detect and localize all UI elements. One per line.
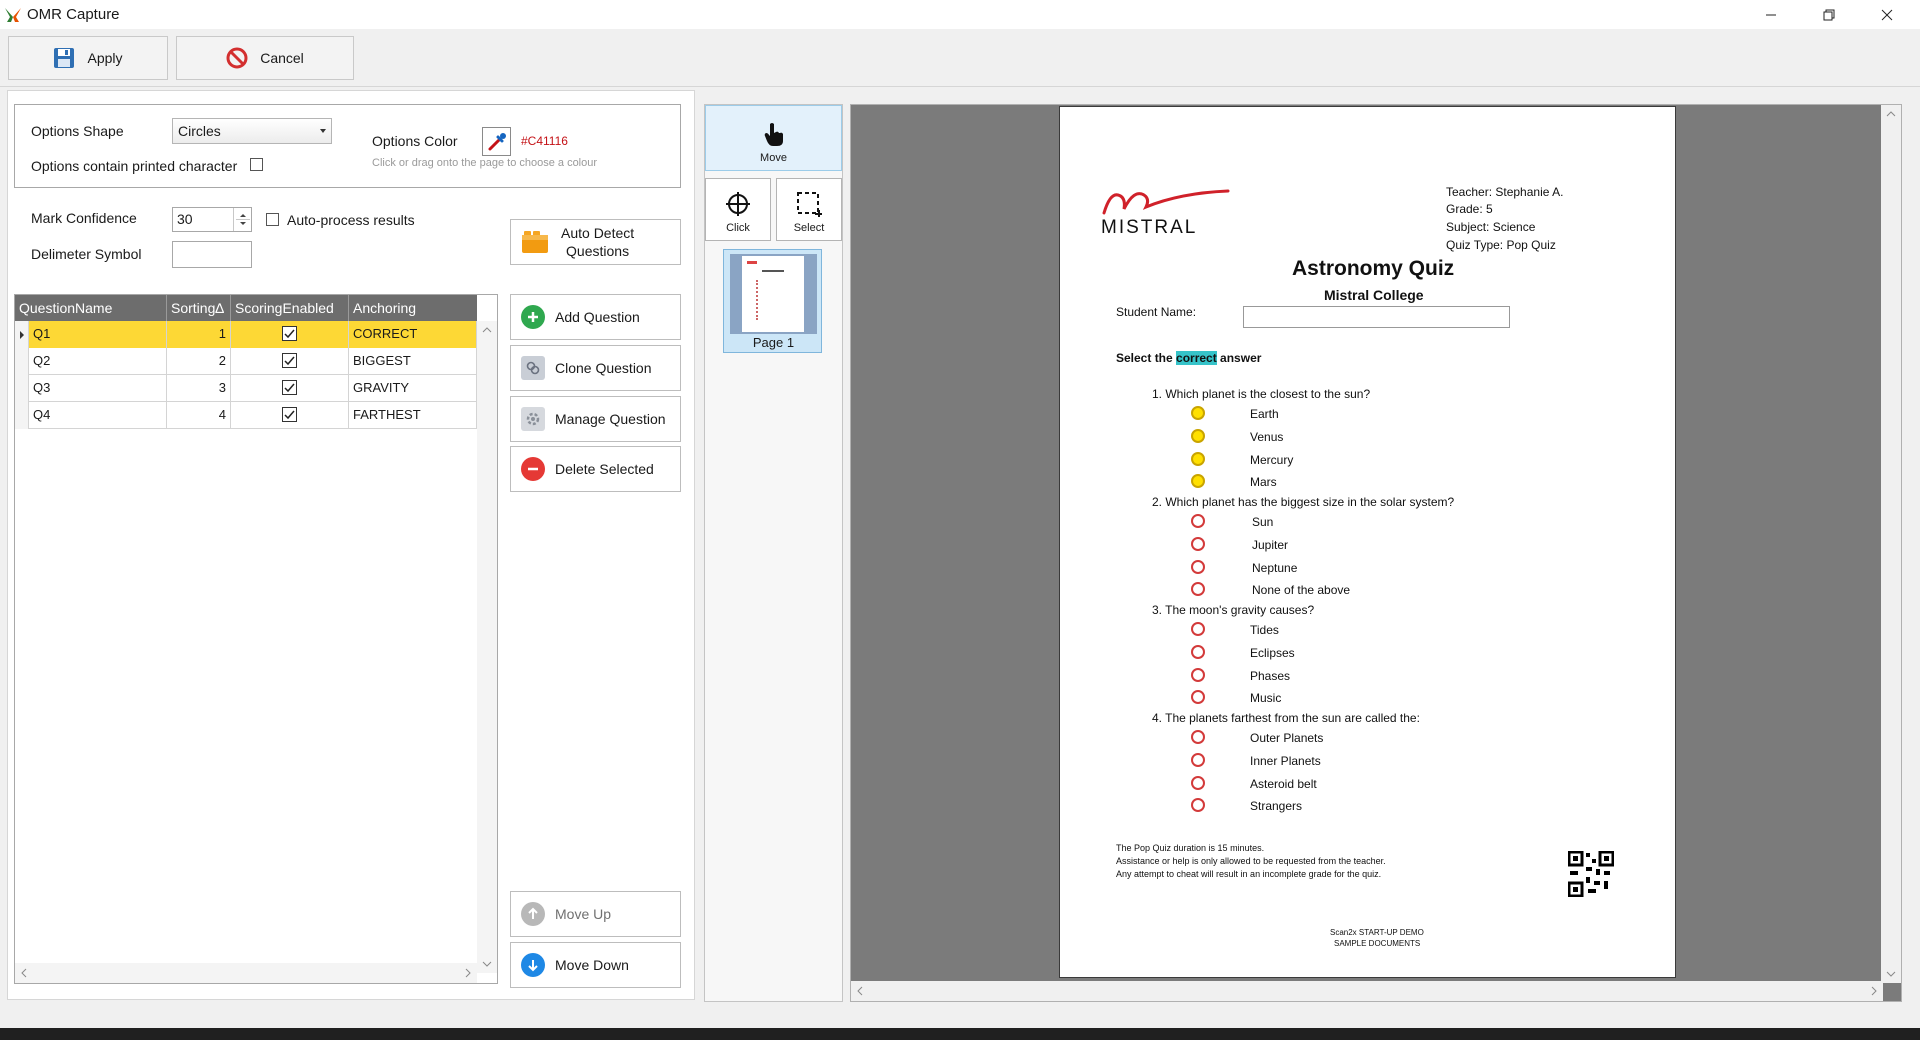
current-row-arrow-icon <box>19 330 25 340</box>
close-button[interactable] <box>1858 0 1916 29</box>
apply-button[interactable] <box>8 36 168 80</box>
cell-question-name: Q2 <box>29 348 167 375</box>
grid-header <box>15 295 477 321</box>
cell-scoring-enabled[interactable] <box>231 402 349 429</box>
window-title: OMR Capture <box>27 6 120 23</box>
toolbar-divider <box>0 86 1920 87</box>
option-bubble[interactable] <box>1191 730 1205 744</box>
save-icon <box>53 47 75 69</box>
option-text: Venus <box>1250 430 1284 444</box>
move-up-label: Move Up <box>555 906 612 922</box>
minimize-icon <box>1765 9 1777 21</box>
arrow-up-icon <box>521 902 545 926</box>
page-thumbnail-label: Page 1 <box>752 335 795 350</box>
table-row[interactable] <box>15 375 477 402</box>
clone-question-button[interactable] <box>510 345 681 391</box>
thumbnail-line <box>762 270 784 272</box>
column-header-anchoring[interactable]: Anchoring <box>353 300 417 316</box>
option-bubble[interactable] <box>1191 690 1205 704</box>
row-header <box>15 375 29 402</box>
move-tool-button[interactable] <box>705 105 842 171</box>
page-thumbnail[interactable] <box>723 249 822 353</box>
subject-text: Subject: Science <box>1446 220 1536 234</box>
grid-vertical-scrollbar[interactable] <box>477 321 497 973</box>
mark-confidence-label: Mark Confidence <box>31 210 137 226</box>
option-text: Neptune <box>1252 561 1298 575</box>
grid-horizontal-scrollbar[interactable] <box>15 963 477 983</box>
thumbnail-lines <box>756 280 786 320</box>
option-bubble[interactable] <box>1191 622 1205 636</box>
clone-icon <box>521 356 545 380</box>
row-header <box>15 321 29 348</box>
minimize-button[interactable] <box>1742 0 1800 29</box>
option-bubble[interactable] <box>1191 560 1205 574</box>
thumbnail-logo <box>747 261 757 264</box>
auto-detect-label-line1: Auto Detect <box>561 225 635 241</box>
click-tool-label: Click <box>726 222 750 234</box>
option-text: Mars <box>1250 475 1277 489</box>
viewer-horizontal-scrollbar[interactable] <box>851 981 1883 1001</box>
footer-line-2: Assistance or help is only allowed to be requested from the teacher. <box>1116 856 1386 866</box>
column-header-scoring-enabled[interactable]: ScoringEnabled <box>231 295 349 321</box>
chevron-left-icon <box>21 968 27 978</box>
app-logo-icon <box>4 6 22 24</box>
quiz-type-text: Quiz Type: Pop Quiz <box>1446 238 1556 252</box>
minus-circle-icon <box>521 457 545 481</box>
logo-text: MISTRAL <box>1101 217 1198 238</box>
option-bubble[interactable] <box>1191 474 1205 488</box>
student-name-label: Student Name: <box>1116 305 1197 319</box>
click-tool-button[interactable] <box>705 178 771 241</box>
option-bubble[interactable] <box>1191 582 1205 596</box>
chevron-left-icon <box>857 986 863 996</box>
cancel-label: Cancel <box>260 50 304 66</box>
mistral-logo-icon <box>1100 185 1232 217</box>
chevron-up-icon <box>482 327 492 333</box>
mark-confidence-value: 30 <box>177 211 193 227</box>
option-text: Earth <box>1250 407 1279 421</box>
color-picker-button[interactable] <box>482 127 511 156</box>
option-bubble[interactable] <box>1191 645 1205 659</box>
demo-line-1: Scan2x START-UP DEMO <box>1330 928 1424 937</box>
option-text: Eclipses <box>1250 646 1295 660</box>
add-question-label: Add Question <box>555 309 640 325</box>
move-down-label: Move Down <box>555 957 629 973</box>
auto-detect-label-line2: Questions <box>566 243 630 259</box>
options-shape-value: Circles <box>178 123 221 139</box>
row-header <box>15 348 29 375</box>
option-text: Jupiter <box>1252 538 1289 552</box>
delimiter-input[interactable] <box>172 241 252 268</box>
hand-pointer-icon <box>760 120 788 148</box>
manage-question-button[interactable] <box>510 396 681 442</box>
cell-question-name: Q3 <box>29 375 167 402</box>
document-title: Astronomy Quiz <box>1292 257 1455 280</box>
move-tool-label: Move <box>760 152 787 164</box>
cell-anchoring: FARTHEST <box>349 402 477 429</box>
cell-scoring-enabled[interactable] <box>231 321 349 348</box>
arrow-down-icon <box>521 953 545 977</box>
footer-line-3: Any attempt to cheat will result in an incomplete grade for the quiz. <box>1116 869 1382 879</box>
plus-circle-icon <box>521 305 545 329</box>
options-shape-label: Options Shape <box>31 123 124 139</box>
option-bubble[interactable] <box>1191 537 1205 551</box>
auto-process-label: Auto-process results <box>287 212 415 228</box>
question-2-text: 2. Which planet has the biggest size in the solar system? <box>1152 495 1455 509</box>
cell-sorting: 3 <box>167 375 231 402</box>
auto-detect-questions-button[interactable] <box>510 219 681 265</box>
column-header-question-name[interactable]: QuestionName <box>15 295 167 321</box>
cell-question-name: Q4 <box>29 402 167 429</box>
chevron-down-icon <box>1886 971 1896 977</box>
cell-scoring-enabled[interactable] <box>231 348 349 375</box>
mark-confidence-stepper[interactable] <box>172 207 252 232</box>
options-color-value: #C41116 <box>521 134 568 148</box>
checkbox-checked-icon <box>282 353 297 368</box>
table-row[interactable] <box>15 402 477 429</box>
table-row[interactable] <box>15 321 477 348</box>
question-1-text: 1. Which planet is the closest to the sun? <box>1152 387 1371 401</box>
option-text: Tides <box>1250 623 1279 637</box>
cancel-button[interactable] <box>176 36 354 80</box>
printed-character-checkbox[interactable] <box>250 158 263 171</box>
options-color-hint: Click or drag onto the page to choose a colour <box>372 157 598 169</box>
table-row[interactable] <box>15 348 477 375</box>
cell-anchoring: GRAVITY <box>349 375 477 402</box>
cancel-icon <box>226 47 248 69</box>
column-header-sorting[interactable]: Sorting∆ <box>167 295 231 321</box>
document-subtitle: Mistral College <box>1324 287 1424 303</box>
gear-icon <box>521 407 545 431</box>
option-bubble[interactable] <box>1191 514 1205 528</box>
thumbnail-sheet <box>742 256 804 332</box>
cell-scoring-enabled[interactable] <box>231 375 349 402</box>
option-bubble[interactable] <box>1191 798 1205 812</box>
checkbox-checked-icon <box>282 407 297 422</box>
restore-icon <box>1823 9 1835 21</box>
chevron-right-icon <box>1871 986 1877 996</box>
restore-button[interactable] <box>1800 0 1858 29</box>
option-bubble[interactable] <box>1191 406 1205 420</box>
cell-anchoring: CORRECT <box>349 321 477 348</box>
eyedropper-icon <box>486 131 508 153</box>
chevron-down-icon <box>320 129 326 133</box>
grade-text: Grade: 5 <box>1446 202 1493 216</box>
teacher-text: Teacher: Stephanie A. <box>1446 185 1564 199</box>
chevron-up-icon <box>1886 111 1896 117</box>
delete-selected-button[interactable] <box>510 446 681 492</box>
option-text: Mercury <box>1250 453 1294 467</box>
os-taskbar <box>0 1028 1920 1040</box>
instruction-text <box>1116 351 1261 365</box>
crosshair-icon <box>724 190 752 218</box>
option-bubble[interactable] <box>1191 668 1205 682</box>
options-group <box>14 104 681 188</box>
option-text: Strangers <box>1250 799 1303 813</box>
options-shape-select[interactable] <box>172 118 332 144</box>
option-bubble[interactable] <box>1191 452 1205 466</box>
student-name-box <box>1243 306 1510 328</box>
option-text: Music <box>1250 691 1282 705</box>
qr-code-icon <box>1568 851 1614 897</box>
auto-process-checkbox[interactable] <box>266 213 279 226</box>
page-thumbnail-image <box>730 254 817 334</box>
option-bubble[interactable] <box>1191 753 1205 767</box>
marquee-select-icon <box>795 190 823 218</box>
document-viewer[interactable] <box>850 104 1902 1002</box>
apply-label: Apply <box>87 50 123 66</box>
move-up-button[interactable] <box>510 891 681 937</box>
option-text: Sun <box>1252 515 1274 529</box>
question-3-text: 3. The moon's gravity causes? <box>1152 603 1315 617</box>
option-bubble[interactable] <box>1191 429 1205 443</box>
instruction-pre: Select the <box>1116 351 1177 365</box>
chevron-right-icon <box>465 968 471 978</box>
select-tool-button[interactable] <box>776 178 842 241</box>
checkbox-checked-icon <box>282 380 297 395</box>
move-down-button[interactable] <box>510 942 681 988</box>
demo-line-2: SAMPLE DOCUMENTS <box>1334 939 1421 948</box>
options-color-label: Options Color <box>372 133 458 149</box>
option-text: Phases <box>1250 669 1291 683</box>
questions-grid <box>14 294 498 984</box>
option-text: Inner Planets <box>1250 754 1321 768</box>
option-text: Outer Planets <box>1250 731 1324 745</box>
chevron-down-icon <box>482 961 492 967</box>
stepper-arrows-icon <box>234 208 252 231</box>
close-icon <box>1881 9 1893 21</box>
viewer-vertical-scrollbar[interactable] <box>1881 105 1901 983</box>
checkbox-checked-icon <box>282 326 297 341</box>
option-text: None of the above <box>1252 583 1351 597</box>
add-question-button[interactable] <box>510 294 681 340</box>
option-bubble[interactable] <box>1191 776 1205 790</box>
delimiter-label: Delimeter Symbol <box>31 246 142 262</box>
cell-question-name: Q1 <box>29 321 167 348</box>
lego-brick-icon <box>521 229 551 255</box>
cell-sorting: 4 <box>167 402 231 429</box>
select-tool-label: Select <box>793 222 825 234</box>
printed-character-label: Options contain printed character <box>31 158 238 174</box>
instruction-highlight: correct <box>1176 351 1217 365</box>
clone-question-label: Clone Question <box>555 360 652 376</box>
row-header <box>15 402 29 429</box>
cell-sorting: 2 <box>167 348 231 375</box>
stepper-buttons[interactable] <box>233 208 251 231</box>
manage-question-label: Manage Question <box>555 411 666 427</box>
cell-anchoring: BIGGEST <box>349 348 477 375</box>
option-text: Asteroid belt <box>1250 777 1317 791</box>
instruction-post: answer <box>1216 351 1262 365</box>
delete-selected-label: Delete Selected <box>555 461 654 477</box>
document-page[interactable] <box>1059 106 1676 978</box>
footer-line-1: The Pop Quiz duration is 15 minutes. <box>1116 843 1265 853</box>
title-bar <box>0 0 1920 29</box>
question-4-text: 4. The planets farthest from the sun are called the: <box>1152 711 1420 725</box>
cell-sorting: 1 <box>167 321 231 348</box>
